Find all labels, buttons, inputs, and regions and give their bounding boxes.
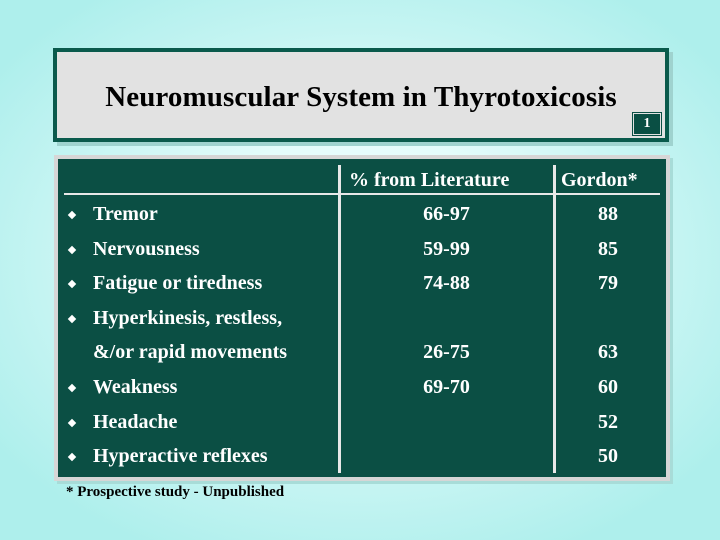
diamond-bullet-icon <box>67 245 77 255</box>
symptom-label: Fatigue or tiredness <box>93 272 263 295</box>
literature-value: 74-88 <box>423 272 470 295</box>
header-gordon: Gordon* <box>561 169 638 191</box>
diamond-bullet-icon <box>67 383 77 393</box>
symptom-label: Headache <box>93 410 178 433</box>
gordon-value: 85 <box>598 237 618 260</box>
literature-value: 59-99 <box>423 237 470 260</box>
header-divider <box>64 193 660 195</box>
table-row <box>58 340 666 374</box>
title-box <box>53 48 669 142</box>
table-row <box>58 444 666 478</box>
table-row <box>58 410 666 444</box>
footnote: * Prospective study - Unpublished <box>66 484 285 500</box>
symptom-label: Hyperkinesis, restless, <box>93 306 283 329</box>
gordon-value: 63 <box>598 341 618 364</box>
symptom-label: Tremor <box>93 203 158 225</box>
diamond-bullet-icon <box>67 279 77 289</box>
table-row <box>58 237 666 271</box>
diamond-bullet-icon <box>67 314 77 324</box>
literature-value: 26-75 <box>423 341 470 364</box>
symptom-label: Hyperactive reflexes <box>93 445 268 468</box>
table-row <box>58 202 666 236</box>
gordon-value: 88 <box>598 203 618 225</box>
symptom-label: Weakness <box>93 376 178 398</box>
diamond-bullet-icon <box>67 418 77 428</box>
literature-value: 66-97 <box>423 203 470 225</box>
symptom-label: Nervousness <box>93 237 200 260</box>
literature-value: 69-70 <box>423 376 470 398</box>
diamond-bullet-icon <box>67 210 77 220</box>
slide-title: Neuromuscular System in Thyrotoxicosis <box>105 81 617 113</box>
diamond-bullet-icon <box>67 452 77 462</box>
gordon-value: 60 <box>598 376 618 398</box>
gordon-value: 50 <box>598 445 618 468</box>
table-row <box>58 271 666 305</box>
symptom-label: &/or rapid movements <box>93 341 288 364</box>
header-literature: % from Literature <box>349 169 510 191</box>
data-table <box>54 155 670 481</box>
gordon-value: 79 <box>598 272 618 295</box>
slide-number-badge: 1 <box>633 113 661 135</box>
table-row <box>58 306 666 340</box>
gordon-value: 52 <box>598 410 618 433</box>
table-row <box>58 375 666 409</box>
